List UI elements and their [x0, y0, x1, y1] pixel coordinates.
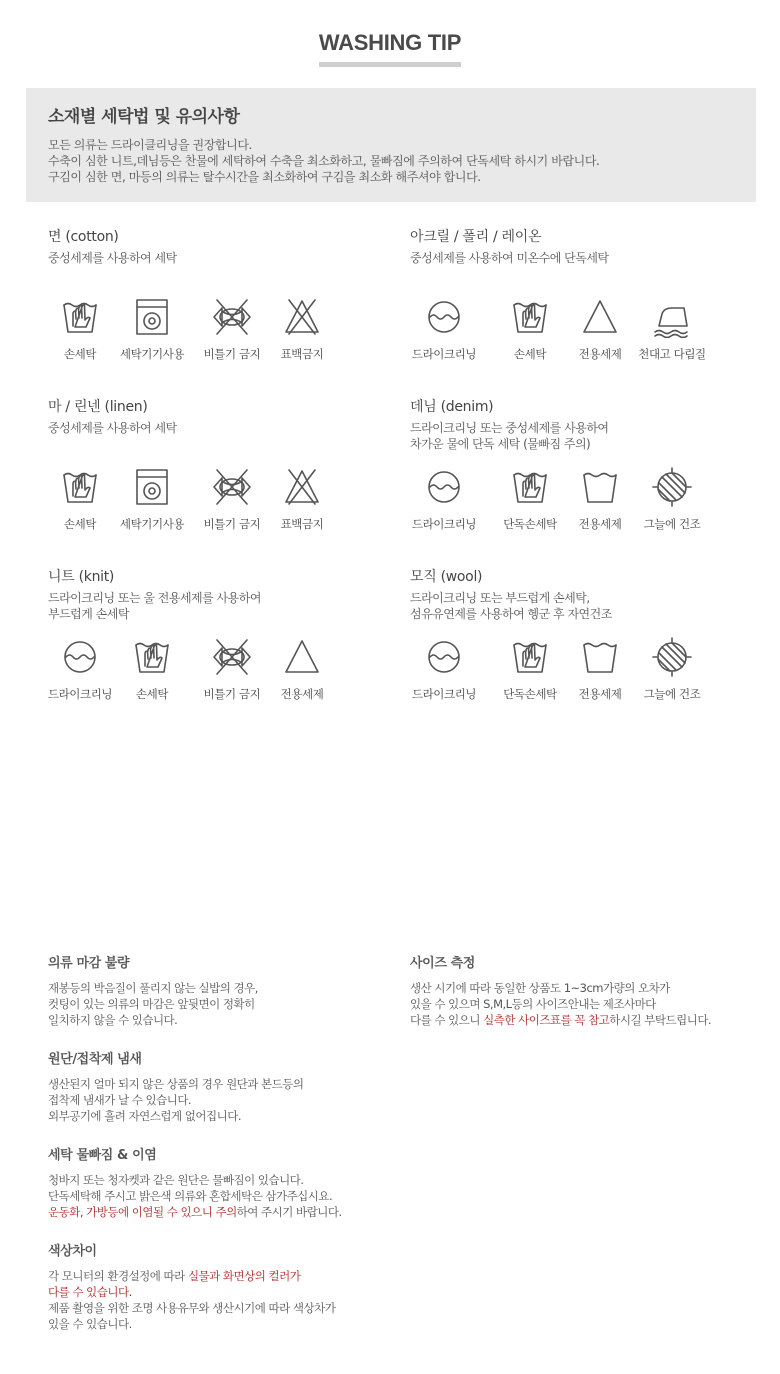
note-text: 각 모니터의 환경설정에 따라: [48, 1269, 188, 1283]
hand-wash-icon: [131, 636, 173, 678]
care-symbol: [490, 466, 570, 532]
note-heading: 사이즈 측정: [410, 956, 475, 971]
washing-machine-icon: [131, 296, 173, 338]
note-line: [48, 996, 408, 1012]
care-symbol: [112, 466, 192, 532]
shade-dry-icon: [651, 466, 693, 508]
detergent-tub-icon: [579, 466, 621, 508]
care-symbol-label: 단독손세탁: [503, 687, 557, 701]
care-symbol: [112, 296, 192, 362]
note-text: 다를 수 있으니: [410, 1013, 484, 1027]
care-symbol: [560, 466, 640, 532]
note-size: [410, 952, 770, 1028]
note-heading: 색상차이: [48, 1244, 97, 1259]
note-text: 일치하지 않을 수 있습니다.: [48, 1013, 178, 1027]
intro-box: [26, 88, 756, 202]
care-symbol-label: 손세탁: [63, 347, 97, 361]
note-text: 생산 시기에 따라 동일한 상품도 1~3cm가량의 오차가: [410, 981, 670, 995]
note-color: [48, 1240, 408, 1332]
care-symbol: [40, 296, 120, 362]
title-wrap: [0, 30, 780, 67]
shade-dry-icon: [651, 636, 693, 678]
no-bleach-icon: [281, 296, 323, 338]
fabric-desc: 중성세제를 사용하여 세탁: [48, 421, 177, 435]
fabric-desc: 드라이크리닝 또는 울 전용세제를 사용하여: [48, 591, 261, 605]
care-symbol-label: 드라이크리닝: [411, 517, 477, 531]
fabric-name: 데님 (denim): [410, 399, 494, 415]
care-symbol-label: 표백금지: [280, 517, 324, 531]
fabric-name: 마 / 린넨 (linen): [48, 399, 148, 415]
note-heading: 원단/접착제 냄새: [48, 1052, 142, 1067]
care-symbol-label: 드라이크리닝: [47, 687, 113, 701]
care-symbol: [490, 296, 570, 362]
care-symbol-label: 표백금지: [280, 347, 324, 361]
hand-wash-icon: [509, 296, 551, 338]
care-symbol-label: 천대고 다림질: [638, 347, 706, 361]
intro-heading: 소재별 세탁법 및 유의사항: [48, 107, 240, 127]
care-symbol: [560, 296, 640, 362]
note-line: [48, 1204, 408, 1220]
detergent-triangle-icon: [579, 296, 621, 338]
care-symbol-label: 세탁기기사용: [119, 517, 185, 531]
hand-wash-icon: [509, 466, 551, 508]
note-line: [48, 1012, 408, 1028]
care-symbol-label: 비틀기 금지: [203, 347, 261, 361]
fabric-knit: [48, 566, 388, 622]
note-text: 단독세탁해 주시고 밝은색 의류와 혼합세탁은 삼가주십시요.: [48, 1189, 333, 1203]
care-symbol: [262, 636, 342, 702]
note-highlight: 다를 수 있습니다.: [48, 1285, 132, 1299]
intro-line: 구김이 심한 면, 마등의 의류는 탈수시간을 최소화하여 구김을 최소화 해주셔야 합니다.: [48, 170, 481, 184]
note-line: [48, 980, 408, 996]
note-text: 청바지 또는 청자켓과 같은 원단은 물빠짐이 있습니다.: [48, 1173, 304, 1187]
hand-wash-icon: [59, 296, 101, 338]
no-wring-icon: [211, 636, 253, 678]
care-symbol: [632, 296, 712, 362]
care-symbol: [404, 296, 484, 362]
dry-clean-icon: [423, 296, 465, 338]
care-symbol: [262, 296, 342, 362]
fabric-cotton: [48, 226, 388, 266]
fabric-desc: 드라이크리닝 또는 중성세제를 사용하여: [410, 421, 609, 435]
note-text: 재봉등의 박음질이 풀리지 않는 실밥의 경우,: [48, 981, 258, 995]
care-symbol-label: 전용세제: [578, 687, 622, 701]
note-heading: 의류 마감 불량: [48, 956, 130, 971]
note-line: [410, 1012, 770, 1028]
care-symbol: [560, 636, 640, 702]
care-symbol-label: 손세탁: [63, 517, 97, 531]
care-symbol-label: 그늘에 건조: [643, 687, 701, 701]
note-line: [48, 1316, 408, 1332]
care-symbol: [40, 466, 120, 532]
care-symbol: [40, 636, 120, 702]
care-symbol-label: 전용세제: [280, 687, 324, 701]
care-symbol-label: 세탁기기사용: [119, 347, 185, 361]
fabric-linen: [48, 396, 388, 436]
care-symbol: [192, 296, 272, 362]
note-text: 제품 촬영을 위한 조명 사용유무와 생산시기에 따라 색상차가: [48, 1301, 336, 1315]
care-symbol-label: 드라이크리닝: [411, 687, 477, 701]
care-symbol-label: 드라이크리닝: [411, 347, 477, 361]
note-line: [48, 1300, 408, 1316]
iron-cloth-icon: [651, 296, 693, 338]
note-line: [48, 1172, 408, 1188]
fabric-name: 아크릴 / 폴리 / 레이온: [410, 229, 542, 245]
intro-line: 수축이 심한 니트,데님등은 찬물에 세탁하여 수축을 최소화하고, 물빠짐에 주의하여 단독세탁 하시기 바랍니다.: [48, 154, 600, 168]
hand-wash-icon: [509, 636, 551, 678]
note-text: 접착제 냄새가 날 수 있습니다.: [48, 1093, 192, 1107]
note-text: 생산된지 얼마 되지 않은 상품의 경우 원단과 본드등의: [48, 1077, 304, 1091]
care-symbol: [262, 466, 342, 532]
care-symbol-label: 손세탁: [513, 347, 547, 361]
dry-clean-icon: [59, 636, 101, 678]
care-symbol: [192, 636, 272, 702]
note-line: [48, 1108, 408, 1124]
note-text: 외부공기에 흘려 자연스럽게 없어집니다.: [48, 1109, 241, 1123]
intro-line: 모든 의류는 드라이클리닝을 권장합니다.: [48, 138, 252, 152]
note-line: [410, 980, 770, 996]
note-text: 있을 수 있으며 S,M,L등의 사이즈안내는 제조사마다: [410, 997, 656, 1011]
fabric-desc: 중성세제를 사용하여 세탁: [48, 251, 177, 265]
fabric-desc: 섬유유연제를 사용하여 헹군 후 자연건조: [410, 607, 612, 621]
detergent-tub-icon: [579, 636, 621, 678]
care-symbol-label: 비틀기 금지: [203, 687, 261, 701]
care-symbol: [490, 636, 570, 702]
note-bleeding: [48, 1144, 408, 1220]
note-heading: 세탁 물빠짐 & 이염: [48, 1148, 157, 1163]
care-symbol: [404, 636, 484, 702]
fabric-name: 모직 (wool): [410, 569, 483, 585]
care-symbol-label: 비틀기 금지: [203, 517, 261, 531]
fabric-name: 면 (cotton): [48, 229, 119, 245]
note-line: [48, 1092, 408, 1108]
care-symbol: [404, 466, 484, 532]
no-wring-icon: [211, 296, 253, 338]
no-bleach-icon: [281, 466, 323, 508]
note-text: 하여 주시기 바랍니다.: [236, 1205, 342, 1219]
note-highlight: 운동화, 가방등에 이염될 수 있으니 주의: [48, 1205, 237, 1219]
care-symbol: [192, 466, 272, 532]
dry-clean-icon: [423, 636, 465, 678]
care-symbol: [112, 636, 192, 702]
note-text: 컷팅이 있는 의류의 마감은 앞뒷면이 정확히: [48, 997, 255, 1011]
note-line: [48, 1284, 408, 1300]
care-symbol-label: 전용세제: [578, 517, 622, 531]
fabric-acrylic: [410, 226, 750, 266]
dry-clean-icon: [423, 466, 465, 508]
note-line: [48, 1268, 408, 1284]
washing-machine-icon: [131, 466, 173, 508]
note-line: [48, 1188, 408, 1204]
detergent-triangle-icon: [281, 636, 323, 678]
fabric-denim: [410, 396, 750, 452]
note-smell: [48, 1048, 408, 1124]
fabric-desc: 드라이크리닝 또는 부드럽게 손세탁,: [410, 591, 590, 605]
fabric-name: 니트 (knit): [48, 569, 115, 585]
note-highlight: 실물과 화면상의 컬러가: [187, 1269, 301, 1283]
care-symbol-label: 전용세제: [578, 347, 622, 361]
fabric-desc: 부드럽게 손세탁: [48, 607, 129, 621]
fabric-wool: [410, 566, 750, 622]
care-symbol-label: 그늘에 건조: [643, 517, 701, 531]
fabric-desc: 차가운 물에 단독 세탁 (물빠짐 주의): [410, 437, 591, 451]
care-symbol: [632, 636, 712, 702]
page-title: WASHING TIP: [319, 30, 461, 67]
fabric-desc: 중성세제를 사용하여 미온수에 단독세탁: [410, 251, 609, 265]
note-line: [48, 1076, 408, 1092]
note-line: [410, 996, 770, 1012]
care-symbol-label: 손세탁: [135, 687, 169, 701]
no-wring-icon: [211, 466, 253, 508]
care-symbol: [632, 466, 712, 532]
note-text: 있을 수 있습니다.: [48, 1317, 132, 1331]
note-text: 하시길 부탁드립니다.: [609, 1013, 712, 1027]
note-highlight: 실측한 사이즈표를 꼭 참고: [483, 1013, 610, 1027]
care-symbol-label: 단독손세탁: [503, 517, 557, 531]
note-finishing: [48, 952, 408, 1028]
hand-wash-icon: [59, 466, 101, 508]
